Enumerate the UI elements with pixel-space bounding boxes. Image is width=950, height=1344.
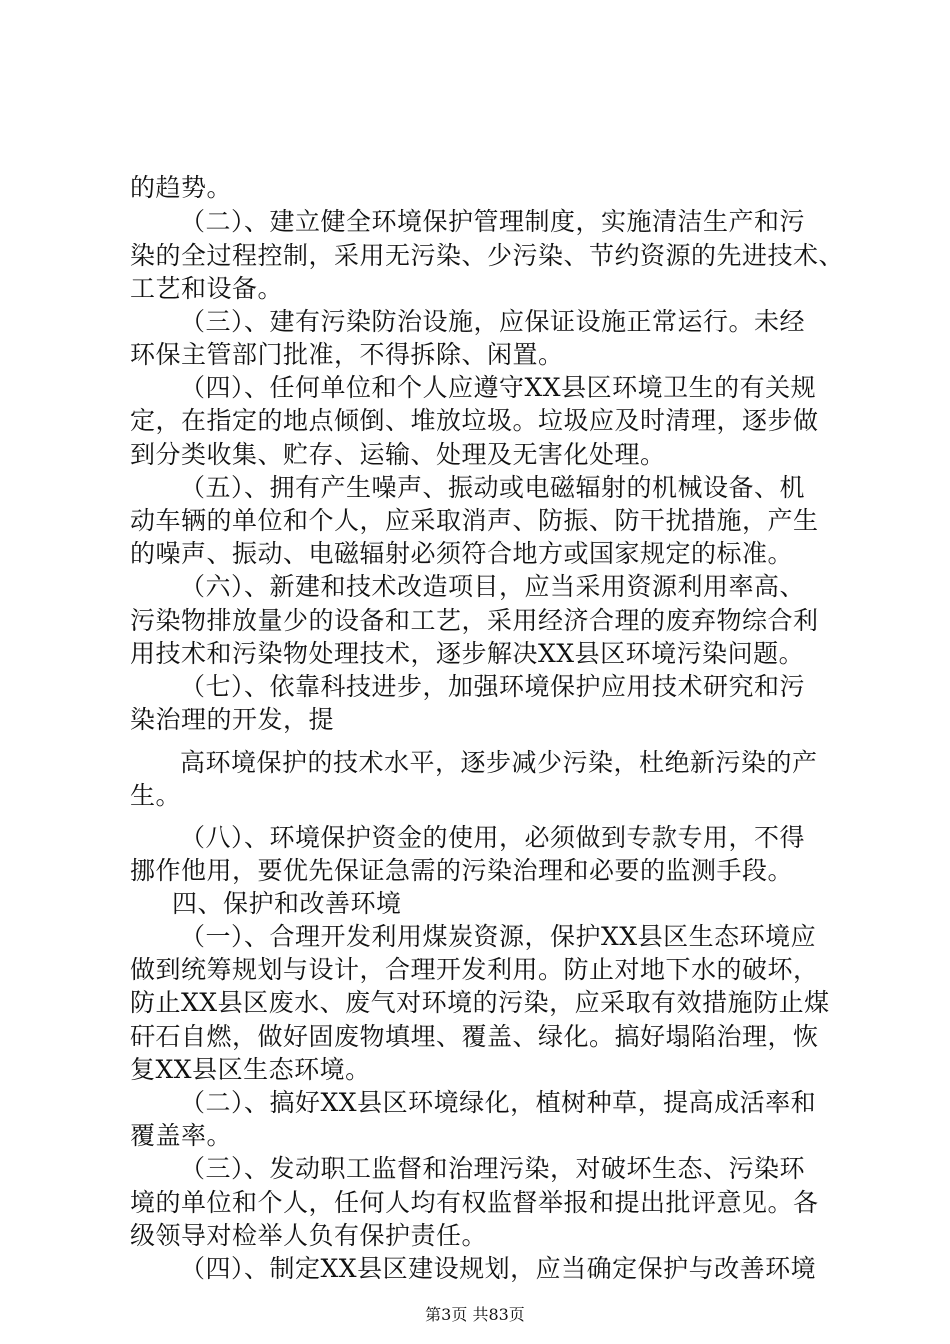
text-line: （三）、发动职工监督和治理污染，对破坏生态、污染环 <box>180 1154 806 1183</box>
text-line: （七）、依靠科技进步，加强环境保护应用技术研究和污 <box>180 672 806 701</box>
text-line: 级领导对检举人负有保护责任。 <box>130 1221 488 1250</box>
text-line: 矸石自燃，做好固废物填埋、覆盖、绿化。搞好塌陷治理，恢 <box>130 1022 819 1051</box>
text-line: 境的单位和个人，任何人均有权监督举报和提出批评意见。各 <box>130 1188 819 1217</box>
text-line: （四）、制定XX县区建设规划，应当确定保护与改善环境 <box>180 1254 817 1283</box>
text-line: 复XX县区生态环境。 <box>130 1055 371 1084</box>
text-line: 染的全过程控制，采用无污染、少污染、节约资源的先进技术、 <box>130 241 845 270</box>
text-line: （二）、搞好XX县区环境绿化，植树种草，提高成活率和 <box>180 1088 817 1117</box>
text-line: 定，在指定的地点倾倒、堆放垃圾。垃圾应及时清理，逐步做 <box>130 406 819 435</box>
text-line: 做到统筹规划与设计，合理开发利用。防止对地下水的破坏， <box>130 955 819 984</box>
text-line: 工艺和设备。 <box>130 274 284 303</box>
text-line: 动车辆的单位和个人，应采取消声、防振、防干扰措施，产生 <box>130 506 819 535</box>
text-line: 用技术和污染物处理技术，逐步解决XX县区环境污染问题。 <box>130 639 805 668</box>
text-line: （一）、合理开发利用煤炭资源，保护XX县区生态环境应 <box>180 922 817 951</box>
text-line: 环保主管部门批准，不得拆除、闲置。 <box>130 340 564 369</box>
text-line: 防止XX县区废水、废气对环境的污染，应采取有效措施防止煤 <box>130 988 830 1017</box>
text-line: 到分类收集、贮存、运输、处理及无害化处理。 <box>130 440 666 469</box>
section-heading: 四、保护和改善环境 <box>172 889 402 918</box>
page-footer: 第3页 共83页 <box>425 1305 525 1324</box>
text-line: 覆盖率。 <box>130 1121 233 1150</box>
text-line: （二）、建立健全环境保护管理制度，实施清洁生产和污 <box>180 207 806 236</box>
text-line: 的趋势。 <box>130 173 233 202</box>
text-line: 的噪声、振动、电磁辐射必须符合地方或国家规定的标准。 <box>130 539 794 568</box>
text-line: 挪作他用，要优先保证急需的污染治理和必要的监测手段。 <box>130 856 794 885</box>
text-line: 污染物排放量少的设备和工艺，采用经济合理的废弃物综合利 <box>130 606 819 635</box>
text-line: 染治理的开发，提 <box>130 705 335 734</box>
text-line: 高环境保护的技术水平，逐步减少污染，杜绝新污染的产 <box>180 748 818 777</box>
text-line: （三）、建有污染防治设施，应保证设施正常运行。未经 <box>180 307 806 336</box>
text-line: （八）、环境保护资金的使用，必须做到专款专用，不得 <box>180 823 806 852</box>
text-line: （五）、拥有产生噪声、振动或电磁辐射的机械设备、机 <box>180 473 806 502</box>
text-line: （六）、新建和技术改造项目，应当采用资源利用率高、 <box>180 572 806 601</box>
text-line: 生。 <box>130 781 182 810</box>
text-line: （四）、任何单位和个人应遵守XX县区环境卫生的有关规 <box>180 373 817 402</box>
